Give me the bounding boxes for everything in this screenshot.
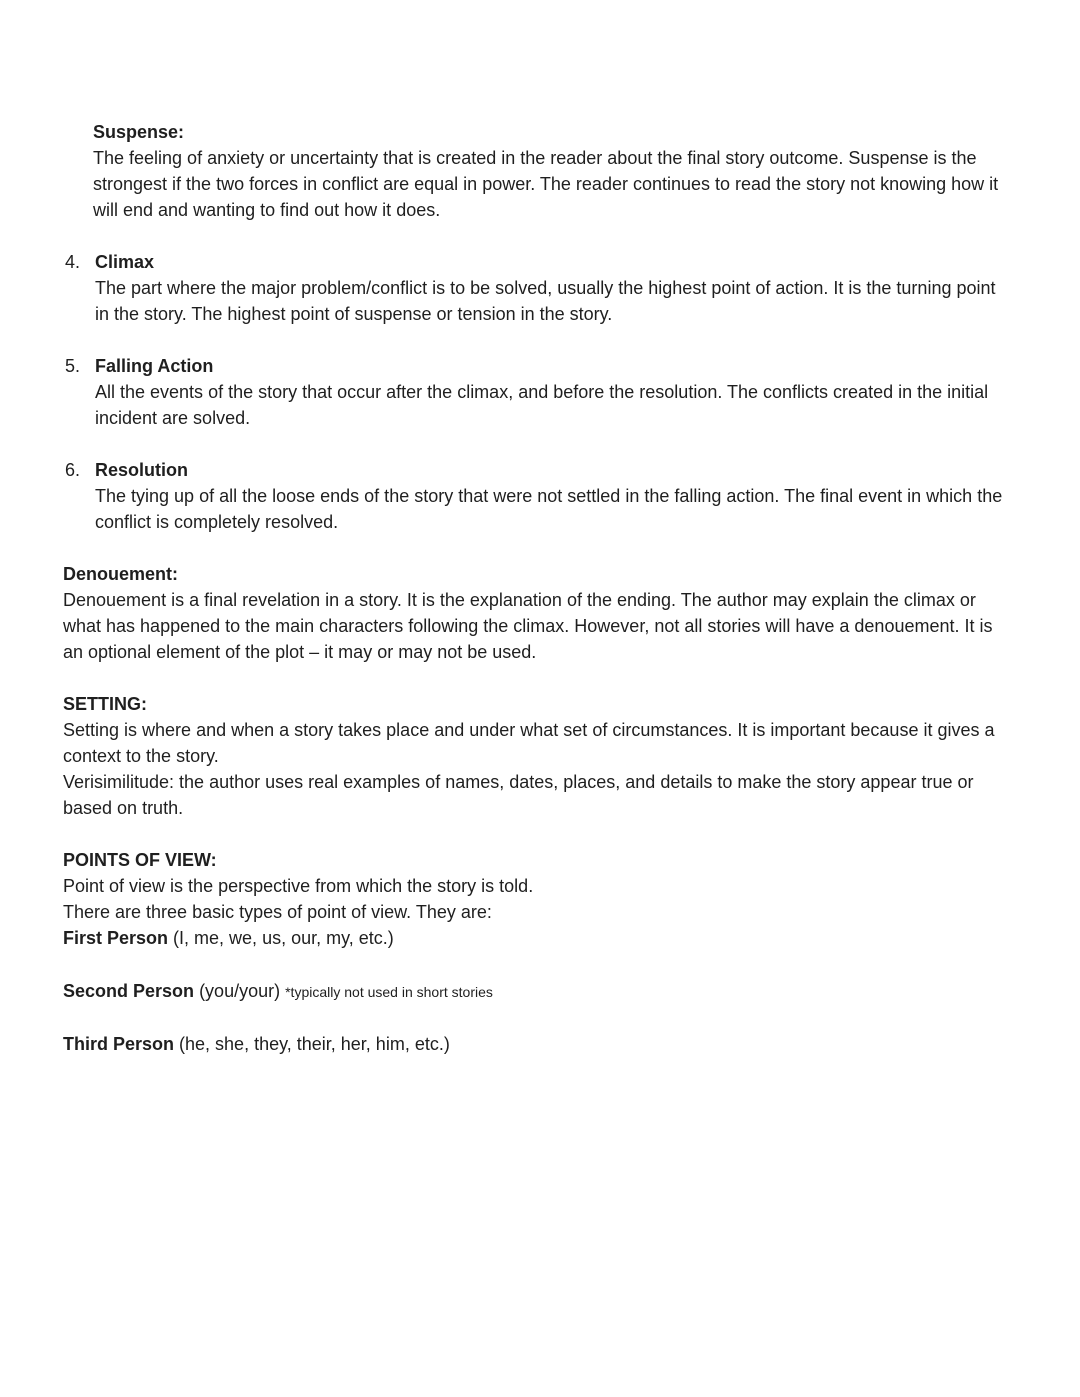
suspense-heading: Suspense: <box>93 122 185 142</box>
plot-item-body: The tying up of all the loose ends of the story that were not settled in the falling action. The final event in which the conflict is completely resolved. <box>95 486 1003 532</box>
denouement-paragraph: Denouement is a final revelation in a story. It is the explanation of the ending. The author may explain the climax or what has happened to the main characters following the climax. However, not all stories will have a denouement. It is an optional element of the plot – it may or may not be used. <box>63 590 993 662</box>
plot-item-falling-action <box>63 353 1010 431</box>
points-of-view-heading: POINTS OF VIEW: <box>63 850 217 870</box>
plot-item-title: Falling Action <box>95 356 214 376</box>
pov-label: Second Person <box>63 981 195 1001</box>
section-denouement <box>63 561 1010 665</box>
setting-paragraph: Setting is where and when a story takes place and under what set of circumstances. It is important because it gives a context to the story. <box>63 720 995 766</box>
plot-item-resolution <box>63 457 1010 535</box>
pov-third-person <box>63 1031 1010 1058</box>
plot-item-number: 4. <box>65 252 81 272</box>
setting-heading: SETTING: <box>63 694 147 714</box>
pov-note: *typically not used in short stories <box>285 984 493 1000</box>
plot-item-title: Climax <box>95 252 155 272</box>
section-setting <box>63 691 1010 821</box>
pov-label: Third Person <box>63 1034 175 1054</box>
verisimilitude-paragraph: Verisimilitude: the author uses real examples of names, dates, places, and details to make the story appear true or based on truth. <box>63 772 974 818</box>
denouement-heading: Denouement: <box>63 564 179 584</box>
pov-detail: (you/your) <box>199 981 281 1001</box>
plot-item-climax <box>63 249 1010 327</box>
pov-intro-types: There are three basic types of point of view. They are: <box>63 902 492 922</box>
suspense-body: The feeling of anxiety or uncertainty that is created in the reader about the final story outcome. Suspense is the strongest if the two forces in conflict are equal in power. The reader continues to read the story not knowing how it will end and wanting to find out how it does. <box>93 148 999 220</box>
pov-intro: Point of view is the perspective from which the story is told. <box>63 876 534 896</box>
pov-second-person <box>63 978 1010 1005</box>
pov-label: First Person <box>63 928 169 948</box>
pov-detail: (I, me, we, us, our, my, etc.) <box>173 928 394 948</box>
section-points-of-view <box>63 847 1010 1058</box>
plot-item-title: Resolution <box>95 460 188 480</box>
pov-first-person <box>63 925 1010 952</box>
section-suspense <box>93 119 1010 223</box>
plot-item-body: All the events of the story that occur after the climax, and before the resolution. The conflicts created in the initial incident are solved. <box>95 382 989 428</box>
plot-item-body: The part where the major problem/conflict is to be solved, usually the highest point of action. It is the turning point in the story. The highest point of suspense or tension in the story. <box>95 278 996 324</box>
plot-item-number: 5. <box>65 356 81 376</box>
plot-item-number: 6. <box>65 460 81 480</box>
pov-detail: (he, she, they, their, her, him, etc.) <box>179 1034 450 1054</box>
